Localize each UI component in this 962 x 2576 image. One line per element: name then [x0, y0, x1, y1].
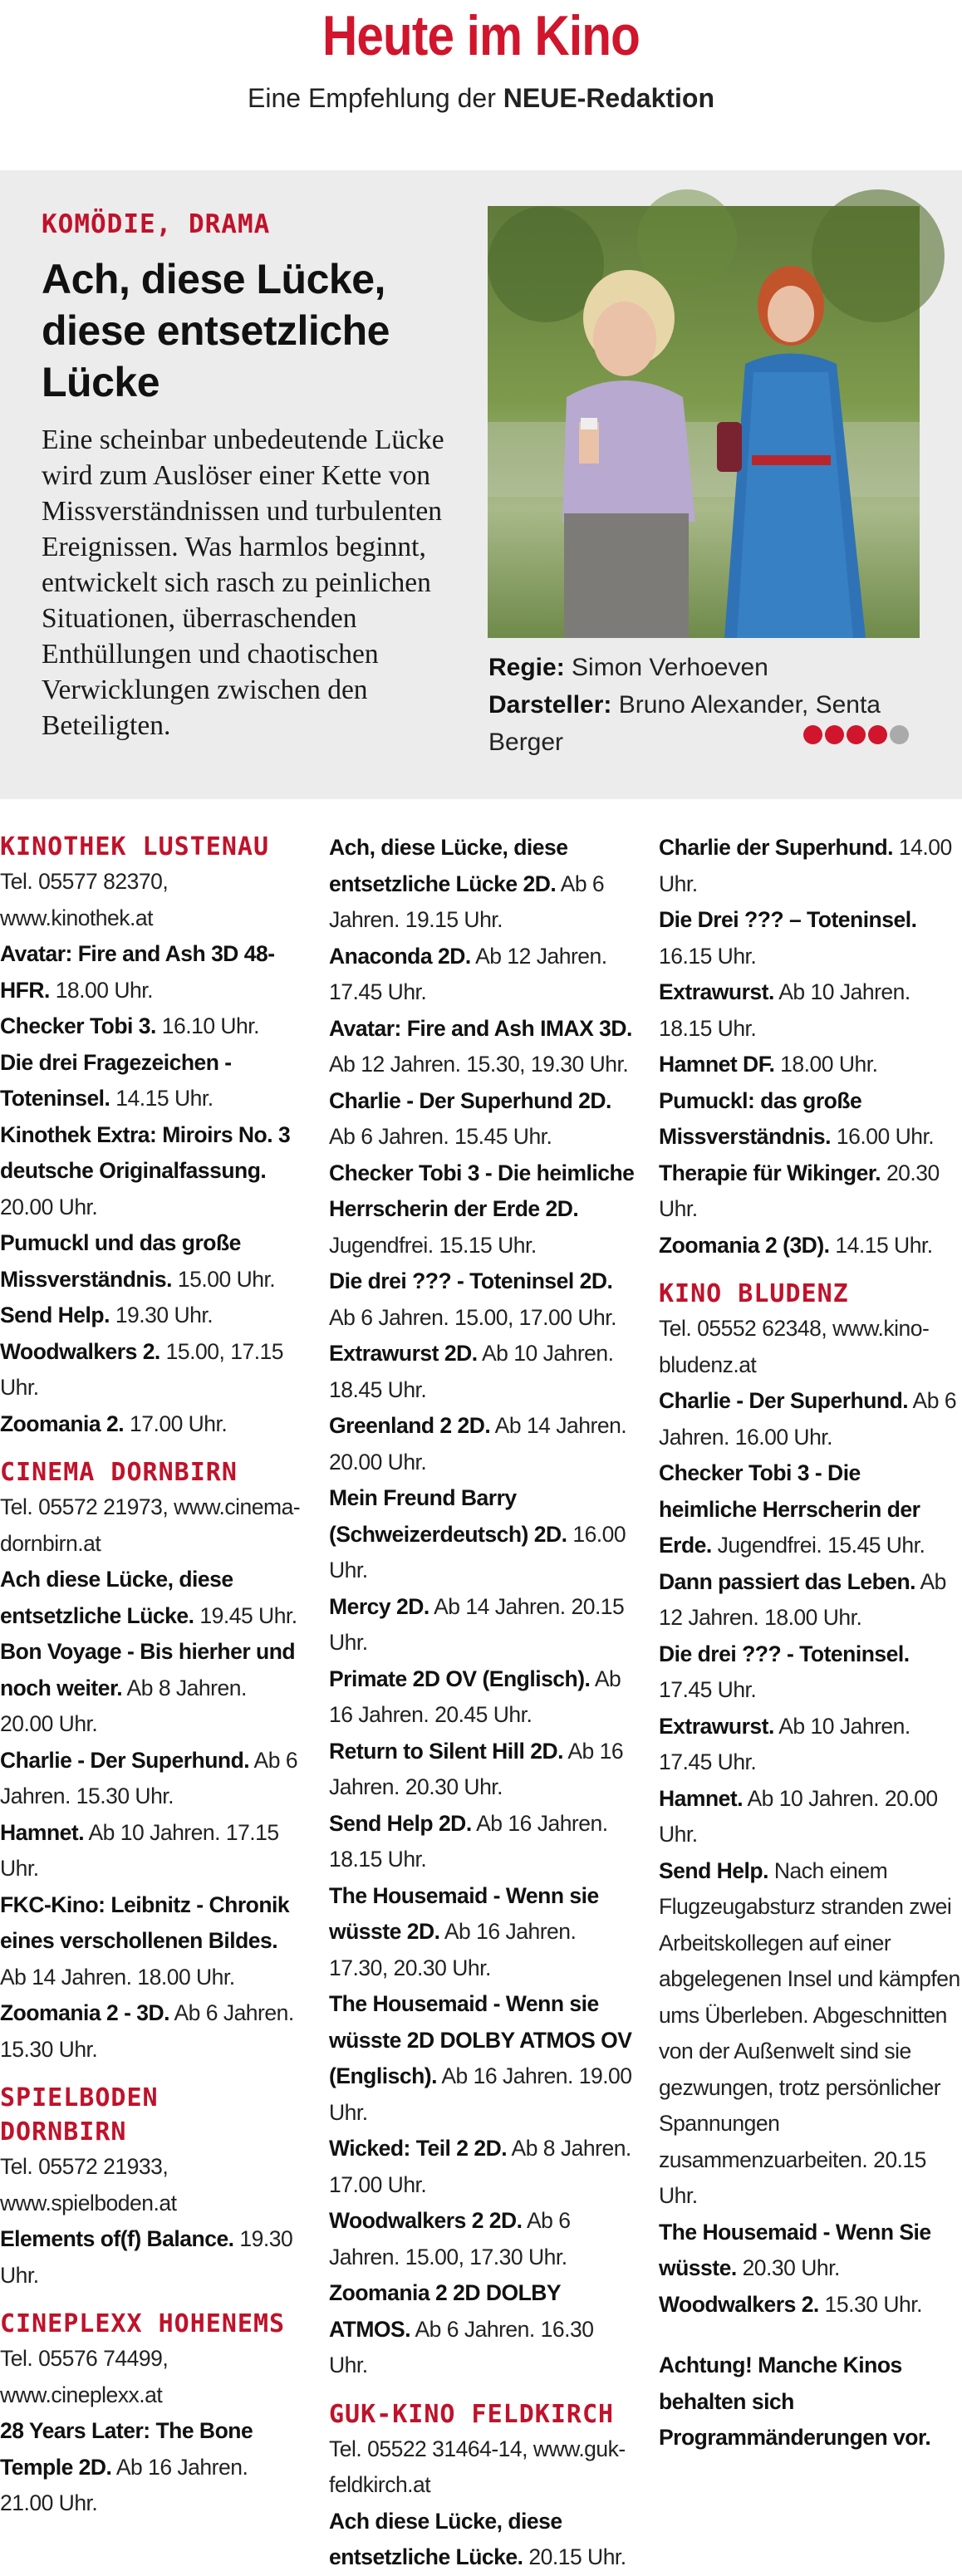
cinema-contact: Tel. 05576 74499, www.cineplexx.at	[0, 2346, 169, 2407]
movie-entry	[329, 1986, 636, 2131]
rating-dot	[868, 725, 887, 744]
movie-info: 14.15 Uhr.	[110, 1086, 214, 1111]
movie-info: Ab 6 Jahren. 15.30 Uhr.	[0, 1747, 298, 1808]
movie-entry	[0, 1815, 301, 1887]
movie-info: 15.00 Uhr.	[172, 1266, 276, 1292]
cinema-name-kinothek: KINOTHEK LUSTENAU	[0, 832, 270, 861]
movie-entry	[329, 939, 636, 1011]
movie-info: 20.30 Uhr.	[659, 1160, 940, 1221]
movie-still-illustration	[488, 206, 920, 638]
movie-title: The Housemaid - Wenn sie wüsste 2D.	[329, 1882, 599, 1944]
movie-entry	[0, 1334, 301, 1406]
movie-title: Mercy 2D.	[329, 1593, 429, 1619]
cinema-name-spielboden: SPIELBODEN DORNBIRN	[0, 2083, 159, 2147]
movie-info: 20.00 Uhr.	[0, 1194, 98, 1219]
movie-title: Die drei ??? - Toteninsel.	[659, 1641, 910, 1666]
movie-entry	[0, 1045, 301, 1117]
director-line	[488, 649, 929, 686]
movie-entry	[329, 1336, 636, 1408]
cinema-contact: Tel. 05577 82370, www.kinothek.at	[0, 869, 169, 930]
movie-info: Ab 12 Jahren. 15.30, 19.30 Uhr.	[329, 1052, 629, 1077]
movie-entry	[659, 1853, 962, 2215]
movie-list	[0, 2413, 301, 2522]
movie-entry	[329, 1083, 636, 1156]
movie-entry	[0, 1008, 301, 1045]
movie-info: 16.00 Uhr.	[329, 1521, 626, 1582]
movie-entry	[659, 902, 962, 974]
movie-info: 15.30 Uhr.	[818, 2291, 922, 2317]
movie-entry	[0, 1995, 301, 2068]
movie-entry	[0, 2413, 301, 2522]
movie-info: 16.10 Uhr.	[155, 1013, 260, 1038]
movie-info: Ab 6 Jahren. 16.30 Uhr.	[329, 2316, 594, 2377]
movie-entry	[659, 2215, 962, 2287]
movie-info: Ab 12 Jahren. 17.45 Uhr.	[329, 943, 607, 1004]
movie-entry	[0, 1225, 301, 1298]
movie-entry	[659, 1047, 962, 1083]
movie-info: Ab 16 Jahren. 21.00 Uhr.	[0, 2454, 248, 2515]
rating-dot	[803, 725, 822, 744]
movie-entry	[329, 2275, 636, 2384]
movie-info: Ab 10 Jahren. 17.45 Uhr.	[659, 1713, 910, 1774]
movie-info: Jugendfrei. 15.15 Uhr.	[329, 1232, 537, 1258]
movie-entry	[329, 2203, 636, 2275]
movie-title: Send Help.	[659, 1857, 768, 1883]
movie-list	[329, 2504, 636, 2576]
movie-title: Hamnet.	[659, 1785, 744, 1811]
movie-info: Ab 6 Jahren. 15.30 Uhr.	[0, 2000, 294, 2062]
program-notice-text: Achtung! Manche Kinos behalten sich Programmänderungen vor.	[659, 2353, 931, 2450]
movie-title: Zoomania 2.	[0, 1411, 125, 1436]
movie-info: 14.00 Uhr.	[659, 835, 952, 896]
cinema-contact: Tel. 05522 31464-14, www.guk-feldkirch.at	[329, 2436, 626, 2497]
movie-entry	[0, 936, 301, 1008]
movie-info: Ab 6 Jahren. 19.15 Uhr.	[329, 871, 605, 932]
cinema-name-guk: GUK-KINO FELDKIRCH	[329, 2399, 615, 2429]
movie-title: The Housemaid - Wenn sie wüsste 2D DOLBY ATMOS OV (Englisch).	[329, 1991, 632, 2088]
movie-entry	[329, 1408, 636, 1480]
movie-title: Mein Freund Barry (Schweizerdeutsch) 2D.	[329, 1485, 567, 1547]
movie-info: 18.00 Uhr.	[49, 977, 153, 1003]
movie-title: Woodwalkers 2 2D.	[329, 2208, 523, 2233]
movie-info: Ab 16 Jahren. 20.30 Uhr.	[329, 1738, 624, 1799]
cast-names: Bruno Alexander, Senta Berger	[488, 691, 881, 756]
movie-entry	[659, 1781, 962, 1853]
movie-info: 19.30 Uhr.	[109, 1303, 214, 1327]
movie-info: Ab 6 Jahren. 16.00 Uhr.	[659, 1388, 957, 1450]
movie-entry	[0, 1406, 301, 1443]
cast-line	[488, 686, 929, 761]
movie-title: Send Help.	[0, 1303, 110, 1327]
movie-title: Ach diese Lücke, diese entsetzliche Lücke.	[329, 2508, 562, 2569]
movie-info: Ab 14 Jahren. 18.00 Uhr.	[0, 1964, 235, 1990]
movie-info: Ab 16 Jahren. 18.15 Uhr.	[329, 1810, 608, 1872]
cast-label: Darsteller:	[488, 691, 612, 719]
movie-title: Extrawurst.	[659, 1713, 774, 1739]
movie-list	[0, 2221, 301, 2294]
movie-title: Pumuckl und das große Missverständnis.	[0, 1230, 241, 1292]
movie-entry	[329, 1878, 636, 1987]
movie-entry	[659, 1228, 962, 1264]
movie-info: Ab 6 Jahren. 15.00, 17.30 Uhr.	[329, 2208, 571, 2269]
movie-title: Wicked: Teil 2 2D.	[329, 2136, 508, 2161]
movie-entry	[0, 1117, 301, 1226]
page-title: Heute im Kino	[322, 4, 640, 67]
movie-entry	[659, 1156, 962, 1228]
rating-dot	[847, 725, 866, 744]
subtitle-publisher: NEUE-Redaktion	[503, 83, 714, 113]
movie-title: Zoomania 2 - 3D.	[0, 2000, 170, 2025]
cinema-contact: Tel. 05552 62348, www.kino-bludenz.at	[659, 1316, 930, 1377]
movie-title: Charlie der Superhund.	[659, 835, 894, 860]
movie-entry	[0, 1887, 301, 1996]
cinema-name-cineplexx: CINEPLEXX HOHENEMS	[0, 2309, 286, 2338]
movie-title: Avatar: Fire and Ash 3D 48-HFR.	[0, 941, 275, 1003]
movie-entry	[329, 1589, 636, 1661]
movie-title: Send Help 2D.	[329, 1810, 472, 1836]
movie-list	[0, 1562, 301, 2068]
movie-entry	[659, 2287, 962, 2323]
movie-info: Ab 16 Jahren. 20.45 Uhr.	[329, 1666, 621, 1727]
movie-entry	[659, 1383, 962, 1455]
movie-list	[659, 830, 962, 1263]
movie-info: Nach einem Flugzeugabsturz stranden zwei Arbeitskollegen auf einer abgelegenen Insel und kämpfen ums Überleben. Abgeschnitten von der Außenwelt sind sie gezwungen, trotz persönlicher Spannungen zusammenzuarbeiten. 20.15 Uhr.	[659, 1857, 960, 2208]
movie-entry	[329, 1011, 636, 1083]
movie-title: Bon Voyage - Bis hierher und noch weiter.	[0, 1639, 296, 1700]
movie-entry	[659, 1083, 962, 1156]
movie-title: Zoomania 2 2D DOLBY ATMOS.	[329, 2280, 561, 2342]
movie-info: Ab 6 Jahren. 15.00, 17.00 Uhr.	[329, 1304, 616, 1330]
movie-entry	[329, 1661, 636, 1734]
movie-info: Ab 12 Jahren. 18.00 Uhr.	[659, 1568, 946, 1630]
movie-title: 28 Years Later: The Bone Temple 2D.	[0, 2418, 253, 2480]
movie-title: Anaconda 2D.	[329, 943, 471, 969]
movie-title: Woodwalkers 2.	[0, 1338, 160, 1364]
masthead	[0, 0, 962, 170]
movie-info: Ab 16 Jahren. 19.00 Uhr.	[329, 2063, 632, 2125]
movie-info: Ab 8 Jahren. 20.00 Uhr.	[0, 1675, 247, 1736]
movie-title: Pumuckl: das große Missverständnis.	[659, 1087, 862, 1149]
movie-entry	[659, 1564, 962, 1636]
director-name: Simon Verhoeven	[572, 654, 768, 681]
movie-title: Checker Tobi 3 - Die heimliche Herrscherin der Erde 2D.	[329, 1160, 635, 1221]
movie-title: FKC-Kino: Leibnitz - Chronik eines verschollenen Bildes.	[0, 1892, 290, 1953]
movie-list	[659, 1383, 962, 2323]
movie-info: Ab 10 Jahren. 18.45 Uhr.	[329, 1341, 614, 1402]
movie-info: 19.30 Uhr.	[0, 2226, 293, 2288]
movie-title: Ach diese Lücke, diese entsetzliche Lücke.	[0, 1567, 233, 1628]
movie-title: The Housemaid - Wenn Sie wüsste.	[659, 2219, 931, 2280]
movie-title: Charlie - Der Superhund.	[0, 1747, 250, 1773]
director-label: Regie:	[488, 654, 565, 681]
movie-info: Ab 6 Jahren. 15.45 Uhr.	[329, 1124, 552, 1149]
movie-title: Extrawurst 2D.	[329, 1341, 478, 1366]
rating-dots	[803, 725, 909, 744]
movie-entry	[0, 1562, 301, 1634]
movie-info: Ab 10 Jahren. 18.15 Uhr.	[659, 979, 910, 1041]
featured-movie	[0, 170, 962, 799]
movie-title: Elements of(f) Balance.	[0, 2226, 234, 2251]
rating-dot	[890, 725, 909, 744]
movie-entry	[0, 2221, 301, 2294]
movie-title: Charlie - Der Superhund 2D.	[329, 1087, 611, 1113]
movie-title: Charlie - Der Superhund.	[659, 1388, 909, 1413]
movie-entry	[659, 830, 962, 902]
movie-info: 15.00, 17.15 Uhr.	[0, 1338, 284, 1400]
program-notice	[659, 2348, 962, 2456]
feature-title: Ach, diese Lücke, diese entsetzliche Lücke	[42, 256, 390, 405]
movie-entry	[329, 1263, 636, 1336]
movie-info: Ab 14 Jahren. 20.15 Uhr.	[329, 1593, 625, 1655]
movie-info: 18.00 Uhr.	[774, 1052, 878, 1077]
movie-title: Primate 2D OV (Englisch).	[329, 1666, 591, 1691]
movie-title: Kinothek Extra: Miroirs No. 3 deutsche Originalfassung.	[0, 1121, 291, 1183]
movie-title: Die Drei ??? – Toteninsel.	[659, 907, 917, 932]
movie-info: 19.45 Uhr.	[194, 1602, 297, 1628]
movie-info: Ab 14 Jahren. 20.00 Uhr.	[329, 1413, 627, 1474]
cinema-name-bludenz: KINO BLUDENZ	[659, 1279, 849, 1308]
movie-entry	[329, 1734, 636, 1806]
movie-title: Die drei Fragezeichen - Toteninsel.	[0, 1049, 232, 1111]
movie-entry	[329, 1480, 636, 1589]
rating-dot	[825, 725, 844, 744]
movie-title: Avatar: Fire and Ash IMAX 3D.	[329, 1015, 632, 1041]
movie-entry	[329, 1156, 636, 1264]
feature-genre: KOMÖDIE, DRAMA	[42, 209, 271, 239]
movie-title: Ach, diese Lücke, diese entsetzliche Lücke 2D.	[329, 835, 568, 896]
page-subtitle	[0, 83, 962, 114]
movie-still-photo	[488, 206, 920, 638]
movie-entry	[659, 1455, 962, 1564]
movie-title: Return to Silent Hill 2D.	[329, 1738, 563, 1764]
movie-entry	[329, 2131, 636, 2203]
movie-info: 17.00 Uhr.	[124, 1411, 228, 1436]
movie-entry	[0, 1634, 301, 1743]
movie-info: 16.00 Uhr.	[831, 1124, 935, 1149]
feature-description: Eine scheinbar unbedeutende Lücke wird zum Auslöser einer Kette von Missverständnissen und turbulenten Ereignissen. Was harmlos beginnt, entwickelt sich rasch zu peinlichen Situationen, überraschenden Enthüllungen und chaotischen Verwicklungen zwischen den Beteiligten.	[42, 424, 444, 741]
movie-info: 17.45 Uhr.	[659, 1677, 757, 1702]
movie-list	[329, 830, 636, 2384]
listings-column-3	[659, 830, 962, 2456]
movie-info: 16.15 Uhr.	[659, 943, 757, 969]
cinema-name-dornbirn: CINEMA DORNBIRN	[0, 1458, 238, 1487]
movie-title: Zoomania 2 (3D).	[659, 1232, 830, 1258]
movie-list	[0, 936, 301, 1442]
movie-info: 20.30 Uhr.	[736, 2255, 840, 2280]
movie-info: Ab 10 Jahren. 17.15 Uhr.	[0, 1819, 279, 1881]
movie-entry	[659, 1636, 962, 1709]
movie-entry	[0, 1743, 301, 1815]
listings-column-2	[329, 830, 636, 2576]
movie-info: Ab 10 Jahren. 20.00 Uhr.	[659, 1785, 938, 1847]
movie-info: Ab 8 Jahren. 17.00 Uhr.	[329, 2136, 631, 2197]
movie-title: Woodwalkers 2.	[659, 2291, 819, 2317]
cinema-contact: Tel. 05572 21973, www.cinema-dornbirn.at	[0, 1494, 301, 1556]
cinema-contact: Tel. 05572 21933, www.spielboden.at	[0, 2154, 177, 2215]
listings-column-1	[0, 830, 301, 2522]
movie-title: Therapie für Wikinger.	[659, 1160, 881, 1185]
movie-title: Extrawurst.	[659, 979, 774, 1004]
movie-entry	[0, 1298, 301, 1334]
movie-info: 20.15 Uhr.	[523, 2544, 626, 2569]
movie-entry	[659, 974, 962, 1047]
movie-title: Hamnet.	[0, 1819, 85, 1845]
movie-entry	[329, 830, 636, 939]
movie-entry	[329, 2504, 636, 2576]
movie-title: Greenland 2 2D.	[329, 1413, 491, 1438]
movie-title: Checker Tobi 3 - Die heimliche Herrscherin der Erde.	[659, 1460, 920, 1558]
movie-entry	[329, 1806, 636, 1878]
movie-entry	[659, 1709, 962, 1781]
movie-info: 14.15 Uhr.	[829, 1232, 933, 1258]
movie-title: Checker Tobi 3.	[0, 1013, 156, 1038]
movie-title: Die drei ??? - Toteninsel 2D.	[329, 1268, 613, 1293]
subtitle-prefix: Eine Empfehlung der	[248, 83, 496, 113]
movie-info: Ab 16 Jahren. 17.30, 20.30 Uhr.	[329, 1919, 577, 1980]
movie-title: Dann passiert das Leben.	[659, 1568, 916, 1594]
movie-title: Hamnet DF.	[659, 1052, 775, 1077]
movie-info: Jugendfrei. 15.45 Uhr.	[711, 1533, 925, 1558]
